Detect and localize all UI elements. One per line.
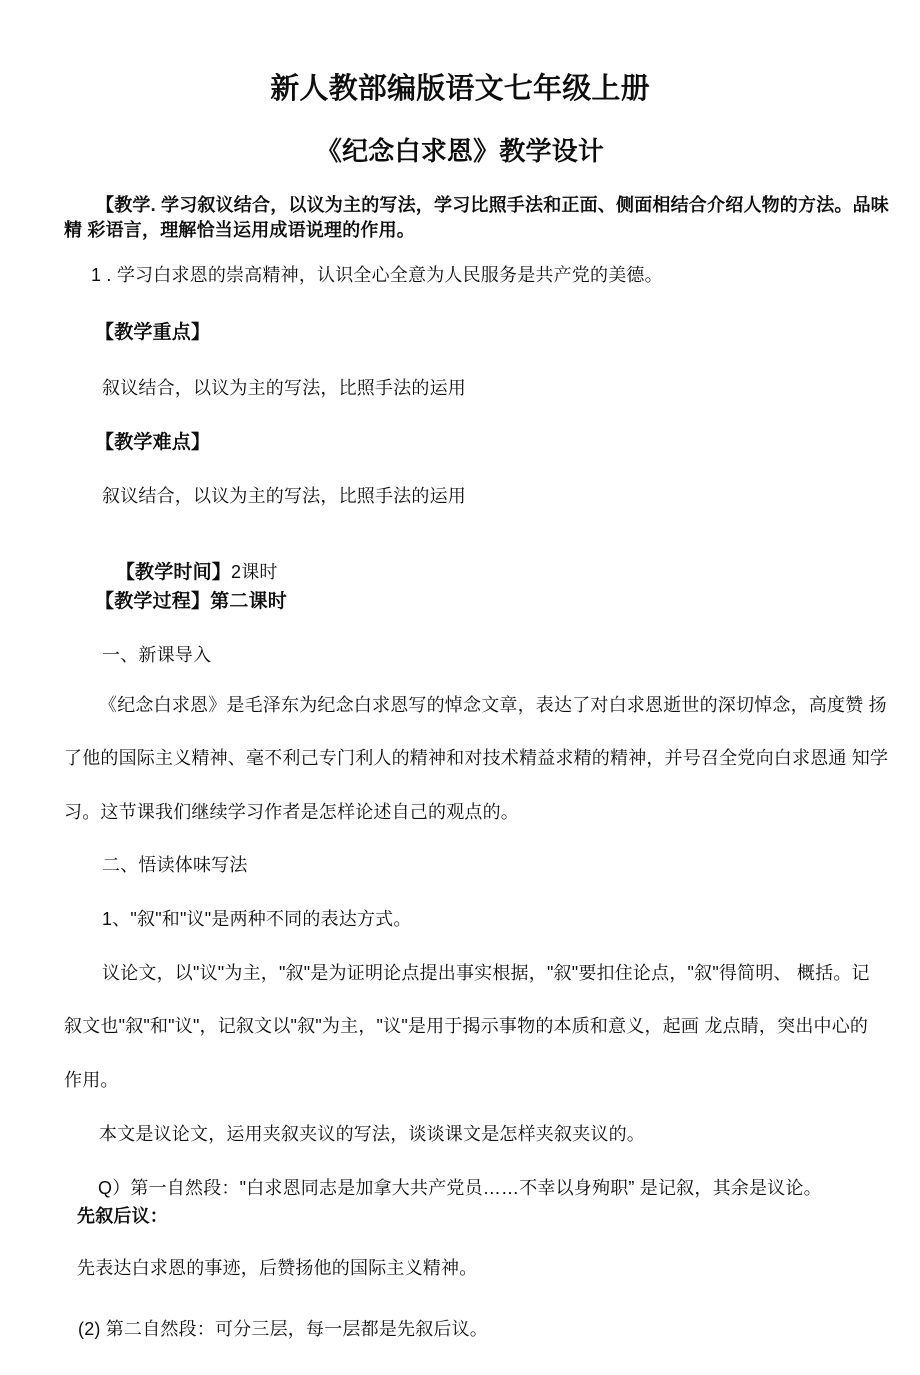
teaching-goal-line1: 【教学. 学习叙议结合，以议为主的写法，学习比照手法和正面、侧面相结合介绍人物的方法。品味: [96, 195, 889, 215]
section-two-point1: 1、"叙"和"议"是两种不同的表达方式。: [102, 909, 412, 929]
analysis1-label: 先叙后议：: [77, 1206, 168, 1226]
lesson-title: 《纪念白求恩》教学设计: [315, 136, 605, 166]
teaching-goal-item: 1 . 学习白求恩的崇高精神，认识全心全意为人民服务是共产党的美德。: [91, 265, 663, 285]
section-two-para1-line3: 作用。: [64, 1070, 119, 1090]
analysis2-head: (2) 第二自然段：可分三层，每一层都是先叙后议。: [78, 1319, 488, 1339]
difficult-points-body: 叙议结合，以议为主的写法，比照手法的运用: [102, 486, 466, 506]
teaching-goal-line2: 精 彩语言，理解恰当运用成语说理的作用。: [64, 220, 415, 240]
difficult-points-heading: 【教学难点】: [95, 432, 211, 453]
section-one-para-line1: 《纪念白求恩》是毛泽东为纪念白求恩写的悼念文章，表达了对白求恩逝世的深切悼念，高度赞 扬: [99, 695, 887, 715]
analysis1-body: 先表达白求恩的事迹，后赞扬他的国际主义精神。: [77, 1258, 478, 1278]
analysis1-head: Q）第一自然段："白求恩同志是加拿大共产党员……不幸以身殉职” 是记叙，其余是议论。: [98, 1178, 822, 1198]
section-two-para2: 本文是议论文，运用夹叙夹议的写法，谈谈课文是怎样夹叙夹议的。: [99, 1124, 645, 1144]
section-one-para-line3: 习。这节课我们继续学习作者是怎样论述自己的观点的。: [64, 802, 519, 822]
section-one-heading: 一、新课导入: [102, 645, 212, 665]
teaching-time-value: 2课时: [231, 562, 278, 582]
teaching-time-heading: 【教学时间】: [115, 562, 232, 583]
section-two-para1-line2: 叙文也"叙"和"议"，记叙文以"叙"为主，"议"是用于揭示事物的本质和意义，起画 龙点睛，突出中心的: [64, 1016, 869, 1036]
course-title: 新人教部编版语文七年级上册: [270, 73, 650, 105]
section-two-heading: 二、悟读体味写法: [102, 855, 248, 875]
section-two-para1-line1: 议论文，以"议"为主，"叙"是为证明论点提出事实根据，"叙"要扣住论点，"叙"得简明、 概括。记: [102, 963, 870, 983]
key-points-heading: 【教学重点】: [95, 322, 211, 343]
teaching-process-heading: 【教学过程】第二课时: [95, 591, 288, 612]
key-points-body: 叙议结合，以议为主的写法，比照手法的运用: [102, 378, 466, 398]
section-one-para-line2: 了他的国际主义精神、毫不利己专门利人的精神和对技术精益求精的精神，并号召全党向白求恩通 知学: [64, 748, 889, 768]
